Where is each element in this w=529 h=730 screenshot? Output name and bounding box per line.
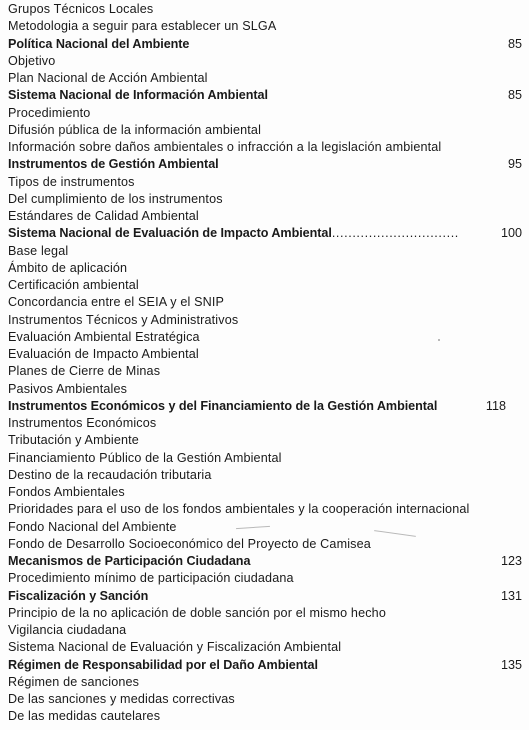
page-number: 85: [507, 88, 522, 103]
toc-subsection-item: [8, 639, 524, 656]
toc-section-heading: [8, 36, 524, 53]
toc-section-heading: [8, 588, 524, 605]
section-title: Instrumentos Económicos y del Financiamiento de la Gestión Ambiental: [8, 398, 438, 413]
subsection-title: Base legal: [8, 243, 69, 258]
subsection-title: Financiamiento Público de la Gestión Ambiental: [8, 450, 282, 465]
subsection-title: De las medidas cautelares: [8, 709, 161, 724]
toc-subsection-item: [8, 467, 524, 484]
toc-subsection-item: [8, 277, 524, 294]
page-number: 95: [507, 157, 522, 172]
subsection-title: Pasivos Ambientales: [8, 381, 128, 396]
section-title: Mecanismos de Participación Ciudadana: [8, 554, 251, 568]
toc-subsection-item: [8, 1, 524, 18]
subsection-title: Principio de la no aplicación de doble sanción por el mismo hecho: [8, 605, 386, 620]
subsection-title: Destino de la recaudación tributaria: [8, 467, 212, 482]
toc-subsection-item: [8, 605, 524, 622]
toc-subsection-item: [8, 708, 524, 725]
toc-subsection-item: [8, 243, 524, 260]
dot-leader: ...............................: [331, 226, 459, 241]
toc-subsection-item: [8, 622, 524, 639]
subsection-title: Certificación ambiental: [8, 278, 139, 292]
subsection-title: Sistema Nacional de Evaluación y Fiscalización Ambiental: [8, 640, 342, 655]
subsection-title: Procedimiento: [8, 105, 91, 120]
toc-subsection-item: [8, 191, 524, 208]
toc-subsection-item: [8, 208, 524, 225]
toc-subsection-item: [8, 674, 524, 691]
toc-section-heading: [8, 398, 524, 415]
subsection-title: Plan Nacional de Acción Ambiental: [8, 71, 208, 85]
toc-subsection-item: [8, 70, 524, 87]
subsection-title: Grupos Técnicos Locales: [8, 2, 154, 16]
subsection-title: Tributación y Ambiente: [8, 433, 139, 448]
subsection-title: Metodologia a seguir para establecer un SLGA: [8, 19, 277, 34]
toc-subsection-item: [8, 312, 524, 329]
toc-subsection-item: [8, 519, 524, 536]
subsection-title: Objetivo: [8, 53, 56, 68]
subsection-title: Ámbito de aplicación: [8, 260, 128, 275]
toc-section-heading: [8, 657, 524, 674]
page-number: 100: [500, 226, 522, 241]
section-title: Régimen de Responsabilidad por el Daño Ambiental: [8, 657, 318, 672]
section-title: Sistema Nacional de Información Ambiental: [8, 88, 268, 103]
page-number: 123: [500, 554, 522, 568]
toc-subsection-item: [8, 105, 524, 122]
toc-subsection-item: [8, 536, 524, 553]
toc-subsection-item: [8, 260, 524, 277]
toc-subsection-item: [8, 346, 524, 363]
section-title: Instrumentos de Gestión Ambiental: [8, 157, 219, 172]
toc-subsection-item: [8, 53, 524, 70]
section-title: Fiscalización y Sanción: [8, 588, 149, 603]
subsection-title: Prioridades para el uso de los fondos ambientales y la cooperación internacional: [8, 502, 470, 517]
subsection-title: Difusión pública de la información ambiental: [8, 122, 262, 137]
subsection-title: Concordancia entre el SEIA y el SNIP: [8, 295, 225, 310]
subsection-title: Tipos de instrumentos: [8, 174, 135, 189]
subsection-title: Planes de Cierre de Minas: [8, 364, 161, 379]
toc-subsection-item: [8, 18, 524, 35]
toc-section-heading: [8, 553, 524, 570]
subsection-title: Fondo de Desarrollo Socioeconómico del Proyecto de Camisea: [8, 536, 371, 551]
subsection-title: Régimen de sanciones: [8, 674, 140, 689]
subsection-title: Del cumplimiento de los instrumentos: [8, 191, 223, 206]
page-number: 85: [507, 36, 522, 51]
page-number: 118: [485, 398, 506, 413]
subsection-title: Procedimiento mínimo de participación ciudadana: [8, 571, 294, 586]
toc-subsection-item: [8, 329, 524, 346]
subsection-title: Estándares de Calidad Ambiental: [8, 209, 199, 223]
toc-subsection-item: [8, 174, 524, 191]
toc-section-heading: [8, 156, 524, 173]
subsection-title: Evaluación de Impacto Ambiental: [8, 347, 199, 361]
table-of-contents: [8, 1, 524, 726]
page-number: 131: [500, 588, 522, 603]
toc-section-heading: [8, 87, 524, 104]
toc-subsection-item: [8, 432, 524, 449]
toc-subsection-item: [8, 484, 524, 501]
toc-section-heading: [8, 225, 524, 242]
subsection-title: De las sanciones y medidas correctivas: [8, 692, 235, 706]
toc-subsection-item: [8, 570, 524, 587]
scan-speck: [438, 339, 440, 341]
subsection-title: Evaluación Ambiental Estratégica: [8, 329, 200, 344]
subsection-title: Instrumentos Económicos: [8, 416, 157, 430]
section-title: Sistema Nacional de Evaluación de Impacto Ambiental: [8, 226, 332, 241]
subsection-title: Vigilancia ciudadana: [8, 623, 127, 637]
toc-subsection-item: [8, 501, 524, 518]
toc-subsection-item: [8, 139, 524, 156]
subsection-title: Fondos Ambientales: [8, 485, 125, 499]
toc-subsection-item: [8, 363, 524, 380]
subsection-title: Instrumentos Técnicos y Administrativos: [8, 312, 239, 327]
section-title: Política Nacional del Ambiente: [8, 36, 190, 51]
toc-subsection-item: [8, 691, 524, 708]
toc-subsection-item: [8, 294, 524, 311]
toc-subsection-item: [8, 381, 524, 398]
toc-subsection-item: [8, 415, 524, 432]
toc-subsection-item: [8, 122, 524, 139]
subsection-title: Información sobre daños ambientales o infracción a la legislación ambiental: [8, 140, 442, 154]
subsection-title: Fondo Nacional del Ambiente: [8, 519, 177, 534]
toc-subsection-item: [8, 450, 524, 467]
page-number: 135: [500, 657, 522, 672]
